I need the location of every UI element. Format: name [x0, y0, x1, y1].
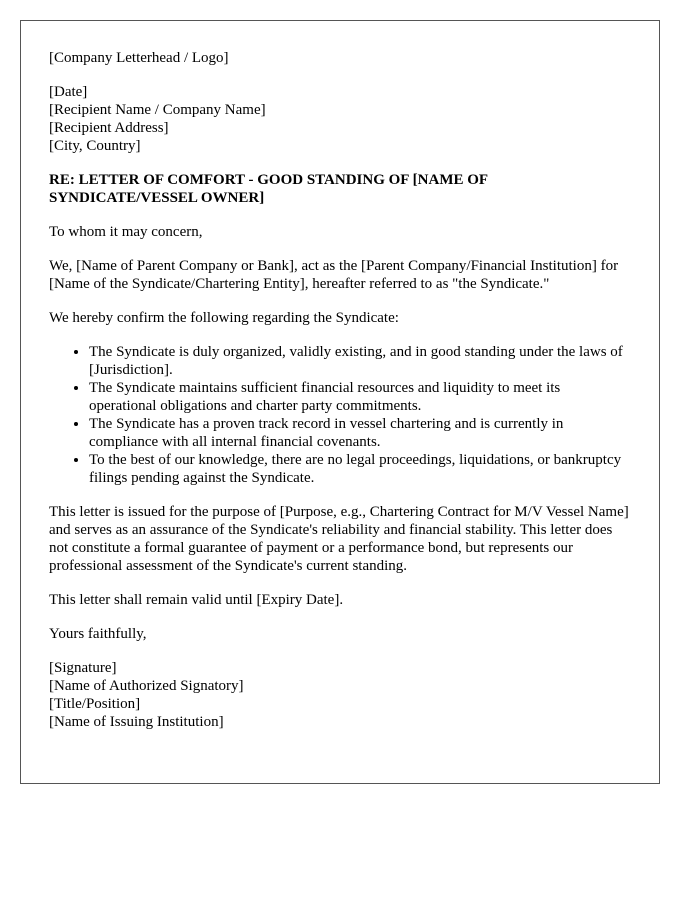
salutation: To whom it may concern, [49, 224, 203, 240]
issuing-institution-line: [Name of Issuing Institution] [49, 714, 224, 730]
signatory-title-line: [Title/Position] [49, 696, 141, 712]
recipient-header [49, 83, 631, 155]
recipient-name-line: [Recipient Name / Company Name] [49, 102, 266, 118]
signature-block [49, 659, 631, 731]
letterhead: [Company Letterhead / Logo] [49, 50, 229, 66]
letter-document [20, 20, 660, 784]
recipient-address-line: [Recipient Address] [49, 120, 169, 136]
list-item: • To the best of our knowledge, there are no legal proceedings, liquidations, or bankruptcy filings pending against the Syndicate. [89, 451, 631, 487]
subject-line: RE: LETTER OF COMFORT - GOOD STANDING OF [NAME OF SYNDICATE/VESSEL OWNER] [49, 172, 488, 206]
list-item: • The Syndicate has a proven track record in vessel chartering and is currently in compliance with all internal financial covenants. [89, 415, 631, 451]
intro-paragraph: We, [Name of Parent Company or Bank], act as the [Parent Company/Financial Institution] for [Name of the Syndicate/Chartering Entity], hereafter referred to as "the Syndicate." [49, 258, 619, 292]
list-item: • The Syndicate maintains sufficient financial resources and liquidity to meet its operational obligations and charter party commitments. [89, 379, 631, 415]
confirmation-list [49, 343, 631, 487]
date-line: [Date] [49, 84, 88, 100]
purpose-paragraph: This letter is issued for the purpose of [Purpose, e.g., Chartering Contract for M/V Vessel Name] and serves as an assurance of the Syndicate's reliability and financial stability. This letter does not constitute a formal guarantee of payment or a performance bond, but represents our professional assessment of the Syndicate's current standing. [49, 504, 629, 574]
list-item: • The Syndicate is duly organized, validly existing, and in good standing under the laws of [Jurisdiction]. [89, 343, 631, 379]
recipient-city-line: [City, Country] [49, 138, 141, 154]
confirmation-lead: We hereby confirm the following regarding the Syndicate: [49, 310, 399, 326]
signature-line: [Signature] [49, 660, 117, 676]
closing: Yours faithfully, [49, 626, 147, 642]
signatory-name-line: [Name of Authorized Signatory] [49, 678, 244, 694]
validity-paragraph: This letter shall remain valid until [Expiry Date]. [49, 592, 344, 608]
